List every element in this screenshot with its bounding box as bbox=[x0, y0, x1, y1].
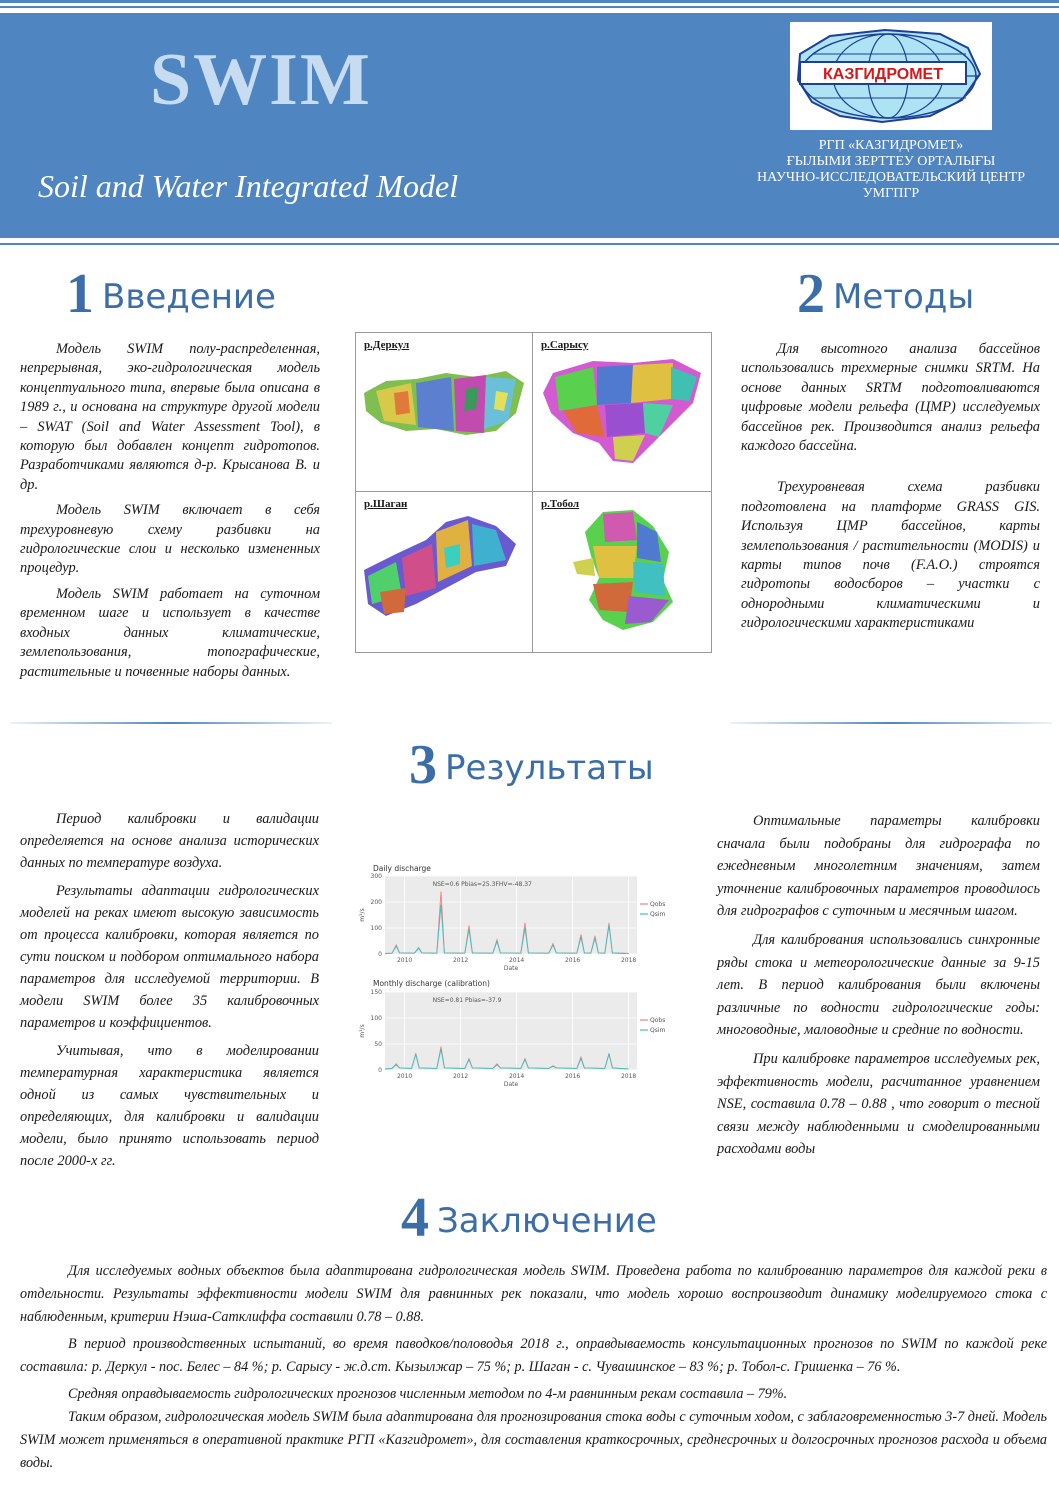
daily-discharge-chart bbox=[355, 858, 672, 974]
x-tick-label: 2010 bbox=[396, 1073, 413, 1080]
logo-text: КАЗГИДРОМЕТ bbox=[823, 66, 943, 83]
results-left-text bbox=[20, 808, 319, 1178]
x-tick-label: 2016 bbox=[564, 1073, 581, 1080]
plot-panel bbox=[385, 992, 637, 1070]
paragraph: Модель SWIM полу-распределенная, непрерывная, эко-гидрологическая модель концептуального типа, впервые была описана в 1989 г., и основана на структуре другой модели – SWAT (Soil and Water Assessment Tool), в которую был добавлен концепт гидротопов. Разработчиками являются д-р. Крысанова В. и др. bbox=[20, 341, 320, 493]
header-top-rule bbox=[0, 0, 1059, 3]
org-line: НАУЧНО-ИССЛЕДОВАТЕЛЬСКИЙ ЦЕНТР bbox=[757, 170, 1025, 185]
org-line: РГП «КАЗГИДРОМЕТ» bbox=[818, 138, 964, 153]
x-tick-label: 2014 bbox=[508, 1073, 525, 1080]
map-label: р.Тобол bbox=[541, 498, 580, 510]
x-tick-label: 2016 bbox=[564, 957, 581, 964]
y-tick-label: 0 bbox=[378, 951, 382, 958]
x-tick-label: 2012 bbox=[452, 957, 469, 964]
y-tick-label: 100 bbox=[370, 1015, 382, 1022]
monthly-discharge-chart bbox=[355, 974, 672, 1090]
paragraph: Результаты адаптации гидрологических моделей на реках имеют высокую зависимость от процесса калибровки, которая является по сути поиском и подбором оптимального набора параметров для исследуемой территории. В модели SWIM более 35 калибровочных параметров и коэффициентов. bbox=[20, 883, 319, 1031]
paragraph: В период производственных испытаний, во время паводков/половодья 2018 г., оправдываемость консультационных прогнозов по SWIM по каждой реке составила: р. Деркул - пос. Белес – 84 %; р. Сарысу - ж.д.ст. Кызылжар – 75 %; р. Шаган - с. Чувашинское – 83 %; р. Тобол-с. Гришенка – 76 %. bbox=[20, 1336, 1047, 1375]
x-axis-label: Date bbox=[503, 965, 519, 972]
map-tobol bbox=[533, 492, 709, 650]
paragraph: Для исследуемых водных объектов была адаптирована гидрологическая модель SWIM. Проведена работа по калиброванию параметров для каждой реки в отдельности. Результаты эффективности модели SWIM для равнинных рек показали, что модель хорошо воспроизводит динамику моделируемого стока с наблюденным, критерии Нэша-Сатклиффа составили 0.78 – 0.88. bbox=[20, 1263, 1047, 1325]
map-label: р.Шаган bbox=[364, 498, 408, 510]
x-tick-label: 2018 bbox=[620, 957, 637, 964]
intro-text bbox=[20, 340, 320, 688]
section-title: Результаты bbox=[445, 748, 654, 788]
section-3-heading bbox=[409, 733, 654, 797]
chart-title: Monthly discharge (calibration) bbox=[373, 979, 490, 988]
basin-map-graphic bbox=[533, 492, 709, 650]
section-2-heading bbox=[797, 262, 974, 326]
org-line: УМГПГР bbox=[862, 186, 920, 201]
paragraph: Период калибровки и валидации определяется на основе анализа исторических данных по температуре воздуха. bbox=[20, 811, 319, 871]
paragraph: Таким образом, гидрологическая модель SWIM была адаптирована для прогнозирования стока воды с суточным ходом, с заблаговременностью 3-7 дней. Модель SWIM может применяться в оперативной практике РГП «Казгидромет», для составления краткосрочных, среднесрочных и долгосрочных прогнозов расхода и объема воды. bbox=[20, 1409, 1047, 1471]
paragraph: Для калибрования использовались синхронные ряды стока и метеорологические данные за 9-15 лет. В период калибрования были включены различные по водности гидрологические годы: многоводные, маловодные и средние по водности. bbox=[717, 931, 1040, 1039]
x-tick-label: 2014 bbox=[508, 957, 525, 964]
chart-annotation: NSE=0.81 Pbias=-37.9 bbox=[432, 997, 502, 1004]
map-label: р.Сарысу bbox=[541, 339, 589, 351]
section-title: Введение bbox=[102, 277, 276, 317]
x-axis-label: Date bbox=[503, 1081, 519, 1088]
paragraph: Учитывая, что в моделировании температурная характеристика является одной из самых чувствительных и определяющих, для калибровки и валидации модели, было принято использовать период после 2000-х гг. bbox=[20, 1043, 319, 1169]
basin-maps-figure bbox=[355, 332, 712, 653]
paragraph: Трехуровневая схема разбивки подготовлена на платформе GRASS GIS. Используя ЦМР бассейнов, карты землепользования / растительности (MODIS) и карты типов почв (F.A.O.) строятся гидротопы водосборов – участки с однородными климатическими и гидрологическими характеристиками bbox=[741, 479, 1040, 632]
discharge-charts bbox=[355, 858, 672, 1090]
map-shagan bbox=[356, 492, 532, 650]
poster-title: SWIM bbox=[150, 39, 372, 121]
logo-graphic bbox=[790, 22, 992, 130]
section-number: 2 bbox=[797, 263, 825, 325]
section-title: Методы bbox=[833, 277, 975, 317]
y-tick-label: 150 bbox=[370, 989, 382, 996]
paragraph: Модель SWIM включает в себя трехуровневую схему разбивки на гидрологические слои и несколько измененных процедур. bbox=[20, 502, 320, 577]
y-tick-label: 50 bbox=[374, 1041, 382, 1048]
chart-annotation: NSE=0.6 Pbias=25.3FHV=-48.37 bbox=[432, 881, 532, 888]
section-divider bbox=[10, 722, 332, 724]
paragraph: Модель SWIM работает на суточном временном шаге и использует в качестве входных данных климатические, землепользования, топографические, растительные и почвенные наборы данных. bbox=[20, 585, 320, 680]
section-divider bbox=[730, 722, 1052, 724]
section-number: 1 bbox=[66, 263, 94, 325]
kazhydromet-logo bbox=[790, 22, 992, 130]
y-tick-label: 0 bbox=[378, 1067, 382, 1074]
x-tick-label: 2018 bbox=[620, 1073, 637, 1080]
header-top-rule-2 bbox=[0, 6, 1059, 8]
paragraph: Для высотного анализа бассейнов использовались трехмерные снимки SRTM. На основе данных SRTM подготовливаются цифровые модели рельефа (ЦМР) исследуемых бассейнов рек. Производится анализ рельефа каждого бассейна. bbox=[741, 341, 1040, 455]
legend-label: Qsim bbox=[650, 1027, 666, 1034]
paragraph: Средняя оправдываемость гидрологических прогнозов численным методом по 4-м равнинным рекам составила – 79%. bbox=[68, 1386, 788, 1402]
map-sarysu bbox=[533, 333, 709, 491]
paragraph: Оптимальные параметры калибровки сначала были подобраны для гидрографа по ежедневным многолетним значениям, затем уточнение калибровочных параметров проводилось для гидрографов с суточным и месячным шагом. bbox=[717, 813, 1040, 920]
section-title: Заключение bbox=[437, 1201, 657, 1241]
basin-map-graphic bbox=[533, 333, 709, 491]
y-axis-label: m³/s bbox=[359, 1024, 366, 1038]
org-line: ҒЫЛЫМИ ЗЕРТТЕУ ОРТАЛЫҒЫ bbox=[786, 154, 996, 169]
header-bottom-rule bbox=[0, 243, 1059, 245]
poster-subtitle: Soil and Water Integrated Model bbox=[38, 168, 459, 204]
legend-label: Qobs bbox=[650, 1017, 666, 1024]
map-derkul bbox=[356, 333, 532, 491]
y-tick-label: 200 bbox=[370, 899, 382, 906]
legend-label: Qobs bbox=[650, 901, 666, 908]
section-4-heading bbox=[401, 1186, 657, 1250]
y-tick-label: 300 bbox=[370, 873, 382, 880]
organization-block bbox=[735, 138, 1047, 202]
y-tick-label: 100 bbox=[370, 925, 382, 932]
section-number: 4 bbox=[401, 1187, 429, 1249]
methods-text bbox=[741, 340, 1040, 640]
legend-label: Qsim bbox=[650, 911, 666, 918]
results-right-text bbox=[717, 810, 1040, 1167]
section-1-heading bbox=[66, 262, 276, 326]
paragraph: При калибровке параметров исследуемых рек, эффективность модели, расчитанное уравнением NSE, составила 0.78 – 0.88 , что говорит о тесной связи между наблюденными и смоделированными расходами воды bbox=[717, 1050, 1040, 1158]
map-label: р.Деркул bbox=[364, 339, 410, 351]
conclusion-text bbox=[20, 1260, 1047, 1475]
x-tick-label: 2012 bbox=[452, 1073, 469, 1080]
chart-title: Daily discharge bbox=[373, 864, 431, 873]
basin-map-graphic bbox=[356, 492, 532, 650]
basin-map-graphic bbox=[356, 333, 532, 491]
y-axis-label: m³/s bbox=[359, 908, 366, 922]
section-number: 3 bbox=[409, 734, 437, 796]
x-tick-label: 2010 bbox=[396, 957, 413, 964]
